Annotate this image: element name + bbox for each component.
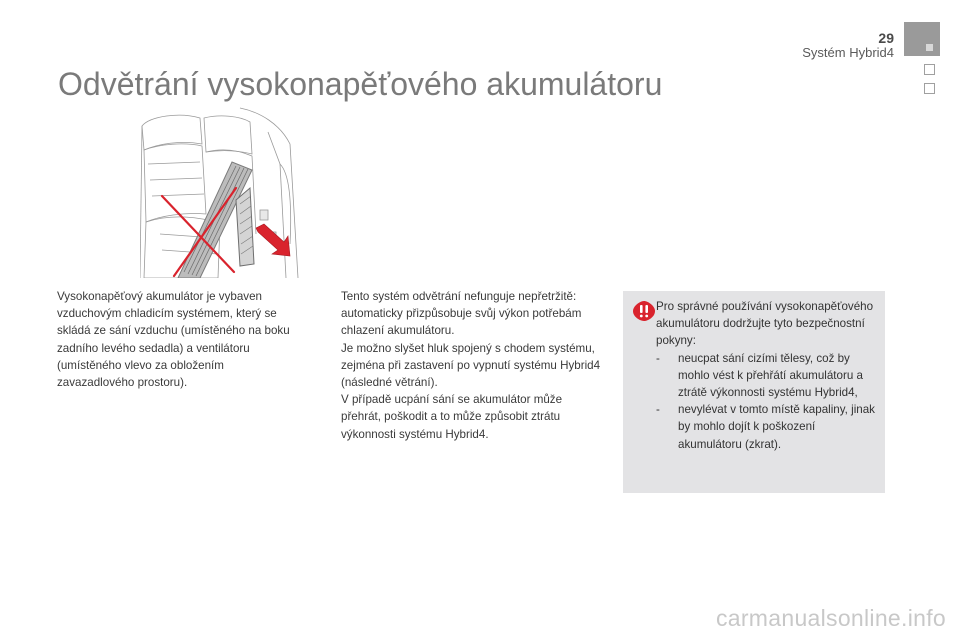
warning-box [623, 291, 885, 493]
page-title: Odvětrání vysokonapěťového akumulátoru [58, 66, 663, 102]
warning-item-text: neucpat sání cizími tělesy, což by mohlo vést k přehřátí akumulátoru a ztrátě výkonnosti systému Hybrid4, [678, 351, 863, 400]
warning-list [656, 350, 878, 453]
warning-intro: Pro správné používání vysokonapěťového akumulátoru dodržujte tyto bezpečnostní pokyny: [656, 300, 874, 348]
tab-dot-icon [926, 44, 933, 51]
warning-item [656, 350, 878, 402]
page-number: 29 [878, 30, 894, 46]
info-paragraph-2: Je možno slyšet hluk spojený s chodem systému, zejména při zastavení po vypnutí systému Hybrid4 (následné větrání). [341, 341, 601, 390]
battery-ventilation-illustration [140, 104, 302, 278]
intro-column [57, 288, 302, 391]
intro-paragraph: Vysokonapěťový akumulátor je vybaven vzduchovým chladicím systémem, který se skládá ze sání vzduchu (umístěného na boku zadního levého sedadla) a ventilátoru (umístěného vlevo za obložením zavazadlového prostoru). [57, 290, 290, 390]
info-paragraph-1: Tento systém odvětrání nefunguje nepřetržitě: automaticky přizpůsobuje svůj výkon potřebám chlazení akumulátoru. [341, 290, 582, 338]
chapter-tab-active[interactable] [904, 22, 940, 56]
chapter-tab-2[interactable] [924, 64, 935, 75]
warning-text [656, 298, 878, 453]
info-column [341, 288, 603, 443]
list-dash: - [656, 403, 660, 417]
info-paragraph-3: V případě ucpání sání se akumulátor může přehrát, poškodit a to může způsobit ztrátu výkonnosti systému Hybrid4. [341, 393, 563, 441]
warning-exclamation-icon [632, 300, 656, 322]
section-name: Systém Hybrid4 [802, 45, 894, 60]
warning-item-text: nevylévat v tomto místě kapaliny, jinak by mohlo dojít k poškození akumulátoru (zkrat). [678, 403, 875, 451]
warning-item [656, 401, 878, 453]
chapter-tab-3[interactable] [924, 83, 935, 94]
list-dash: - [656, 351, 660, 365]
watermark: carmanualsonline.info [715, 605, 946, 631]
